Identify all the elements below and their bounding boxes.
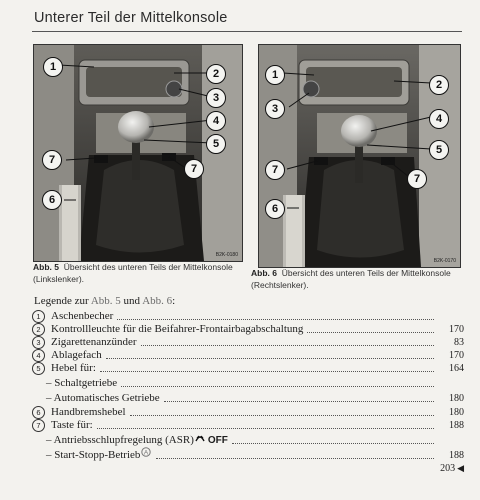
leader-dots — [106, 357, 434, 359]
item-label: Zigarettenanzünder — [51, 336, 137, 348]
legend-subitem-automatik — [32, 392, 464, 405]
legend-item-4 — [32, 349, 464, 362]
callout-1: 1 — [265, 65, 285, 85]
leader-dots — [130, 414, 434, 416]
callout-5: 5 — [429, 140, 449, 160]
leader-dots — [164, 400, 434, 402]
callout-7-left: 7 — [42, 150, 62, 170]
figure-5-console-photo — [33, 44, 243, 262]
legend-item-6 — [32, 406, 464, 419]
callout-6: 6 — [42, 190, 62, 210]
legend-continuation — [32, 462, 464, 475]
callout-7-left: 7 — [265, 160, 285, 180]
legend-and: und — [123, 295, 141, 307]
page-ref[interactable]: 180 — [449, 393, 464, 404]
callout-4: 4 — [429, 109, 449, 129]
callout-6: 6 — [265, 199, 285, 219]
item-number: 2 — [32, 323, 45, 336]
legend-item-2 — [32, 323, 464, 336]
item-number: 7 — [32, 419, 45, 432]
item-label: Handbremshebel — [51, 406, 126, 418]
leader-dots — [156, 457, 434, 459]
item-number: 1 — [32, 310, 45, 323]
legend-item-3 — [32, 336, 464, 349]
legend-subitem-schaltgetriebe — [32, 377, 464, 390]
leader-dots — [307, 331, 434, 333]
legend-heading — [34, 295, 175, 307]
page-ref[interactable]: 188 — [449, 450, 464, 461]
callout-2: 2 — [206, 64, 226, 84]
legend-item-1 — [32, 310, 464, 323]
legend-subitem-asr — [32, 434, 464, 447]
leader-dots — [232, 442, 434, 444]
figure-5-caption — [33, 262, 238, 285]
caption-text: Übersicht des unteren Teils der Mittelkonsole (Linkslenker). — [33, 262, 233, 284]
page-ref[interactable]: 180 — [449, 407, 464, 418]
item-label: – Start-Stopp-Betrieb — [46, 449, 141, 461]
page-ref[interactable]: 170 — [449, 350, 464, 361]
figure-6-caption — [251, 268, 461, 291]
item-label: Kontrollleuchte für die Beifahrer-Frontairbagabschaltung — [51, 323, 304, 335]
caption-text: Übersicht des unteren Teils der Mittelkonsole (Rechtslenker). — [251, 268, 451, 290]
callout-1: 1 — [43, 57, 63, 77]
end-marker-icon: ◀ — [457, 463, 464, 473]
legend-intro: Legende zur — [34, 295, 89, 307]
leader-dots — [97, 427, 434, 429]
leader-dots — [121, 385, 434, 387]
callout-3: 3 — [206, 88, 226, 108]
page-ref[interactable]: 188 — [449, 420, 464, 431]
section-title: Unterer Teil der Mittelkonsole — [34, 10, 228, 26]
item-label: – Schaltgetriebe — [46, 377, 118, 389]
callout-5: 5 — [206, 134, 226, 154]
page-ref[interactable]: 164 — [449, 363, 464, 374]
item-number: 5 — [32, 362, 45, 375]
item-label: Aschenbecher — [51, 310, 114, 322]
leader-dots — [100, 370, 434, 372]
item-number: 6 — [32, 406, 45, 419]
legend-subitem-start-stopp — [32, 449, 464, 462]
figure-6-console-photo — [258, 44, 461, 268]
callout-2: 2 — [429, 75, 449, 95]
item-label: – Automatisches Getriebe — [46, 392, 160, 404]
item-label: Taste für: — [51, 419, 93, 431]
caption-label: Abb. 6 — [251, 268, 277, 278]
callout-3: 3 — [265, 99, 285, 119]
svg-text:A: A — [144, 449, 149, 457]
page-ref[interactable]: 83 — [454, 337, 464, 348]
callout-7-right: 7 — [184, 159, 204, 179]
item-label: – Antriebsschlupfregelung (ASR) — [46, 434, 194, 446]
legend-item-5 — [32, 362, 464, 375]
callout-7-right: 7 — [407, 169, 427, 189]
figure-5-link[interactable]: Abb. 5 — [90, 295, 121, 307]
item-label: Ablagefach — [51, 349, 102, 361]
asr-off-icon — [194, 432, 206, 447]
title-divider — [32, 31, 462, 32]
caption-label: Abb. 5 — [33, 262, 59, 272]
page-ref[interactable]: 170 — [449, 324, 464, 335]
figure-6-link[interactable]: Abb. 6 — [142, 295, 173, 307]
figure-code: B2K-0180 — [215, 252, 238, 258]
figure-code: B2K-0170 — [433, 258, 456, 264]
legend-colon: : — [172, 295, 176, 307]
start-stop-icon — [140, 446, 152, 462]
callout-4: 4 — [206, 111, 226, 131]
page-ref[interactable]: 203 — [440, 463, 456, 474]
asr-off-text: OFF — [207, 435, 228, 446]
item-label: Hebel für: — [51, 362, 96, 374]
legend-item-7 — [32, 419, 464, 432]
item-number: 3 — [32, 336, 45, 349]
leader-dots — [141, 344, 434, 346]
leader-dots — [117, 318, 434, 320]
item-number: 4 — [32, 349, 45, 362]
